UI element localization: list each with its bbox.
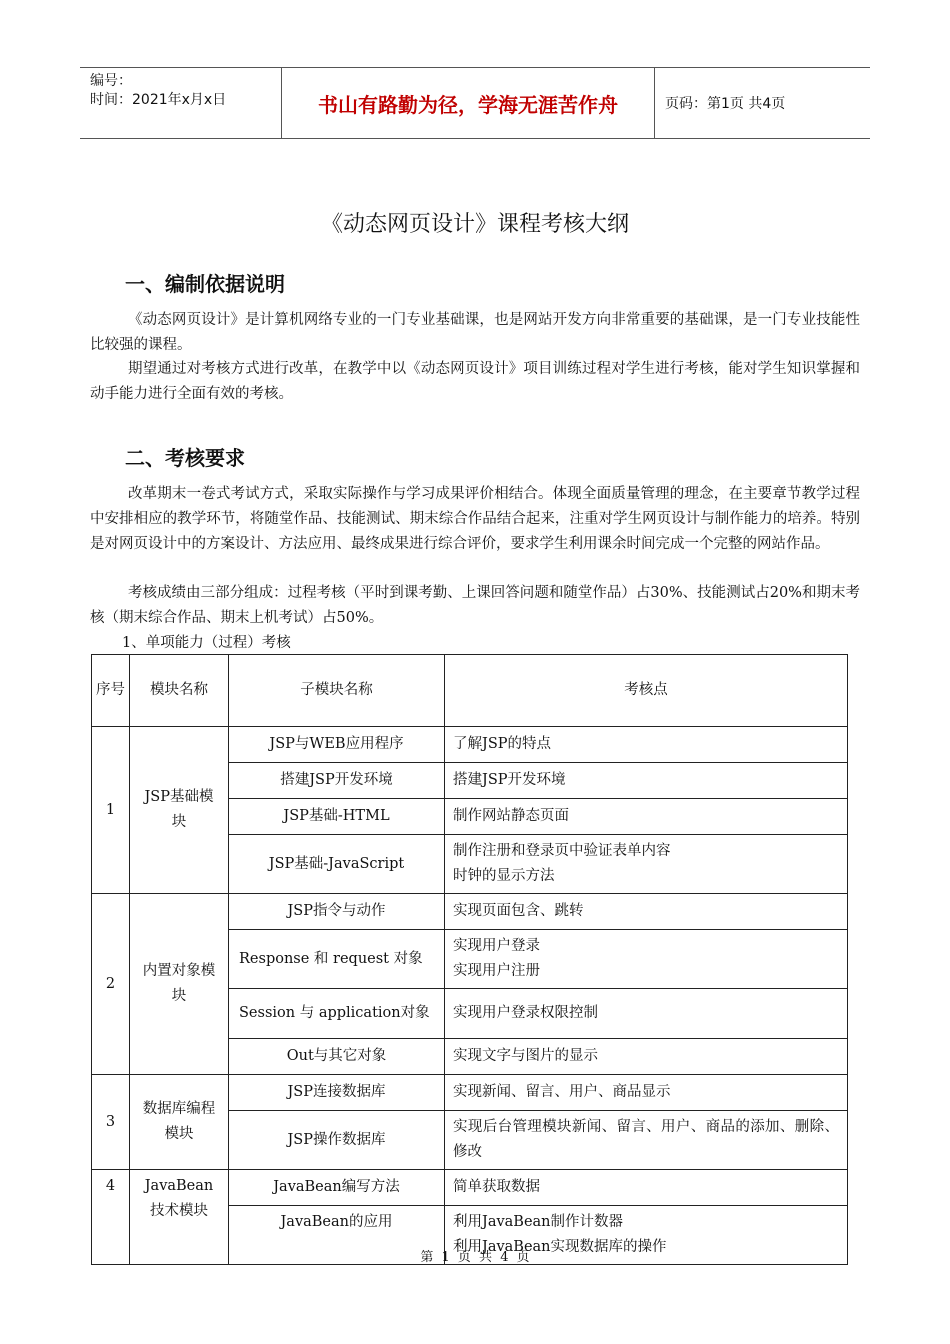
point-line: 利用JavaBean制作计数器	[453, 1214, 624, 1230]
header-no-text: 序号	[96, 682, 125, 698]
page-footer: 第 1 页 共 4 页	[420, 1250, 530, 1265]
points-cell: 实现新闻、留言、用户、商品显示	[445, 1075, 848, 1111]
group-module: 内置对象模块	[130, 894, 229, 1075]
points-cell: 实现文字与图片的显示	[445, 1039, 848, 1075]
group-module: JavaBean技术模块	[130, 1170, 229, 1265]
points-cell: 了解JSP的特点	[445, 727, 848, 763]
submodule-cell: JavaBean编写方法	[229, 1170, 445, 1206]
submodule-cell: Out与其它对象	[229, 1039, 445, 1075]
submodule-cell: Response 和 request 对象	[229, 930, 445, 989]
points-cell	[445, 930, 848, 989]
point-line: 时钟的显示方法	[453, 868, 555, 884]
group-no: 2	[92, 894, 130, 1075]
points-cell	[445, 835, 848, 894]
point-line: 利用JavaBean实现数据库的操作	[453, 1239, 667, 1255]
header-submodule: 子模块名称	[229, 655, 445, 727]
assessment-table	[91, 654, 848, 1265]
submodule-cell: JSP与WEB应用程序	[229, 727, 445, 763]
table-row	[92, 894, 848, 930]
points-cell: 制作网站静态页面	[445, 799, 848, 835]
points-cell: 实现页面包含、跳转	[445, 894, 848, 930]
submodule-cell: JSP指令与动作	[229, 894, 445, 930]
section2-subheading: 1、单项能力（过程）考核	[122, 635, 291, 651]
submodule-cell: JavaBean的应用	[229, 1206, 445, 1265]
submodule-cell: JSP连接数据库	[229, 1075, 445, 1111]
points-cell: 实现后台管理模块新闻、留言、用户、商品的添加、删除、修改	[445, 1111, 848, 1170]
group-module: 数据库编程模块	[130, 1075, 229, 1170]
header-no	[92, 655, 130, 727]
group-no: 1	[92, 727, 130, 894]
submodule-cell: JSP基础-HTML	[229, 799, 445, 835]
section1-heading: 一、编制依据说明	[125, 272, 285, 296]
header-meta	[80, 68, 282, 138]
header-module: 模块名称	[130, 655, 229, 727]
section2-heading: 二、考核要求	[125, 446, 245, 470]
submodule-cell: JSP操作数据库	[229, 1111, 445, 1170]
document-title: 《动态网页设计》课程考核大纲	[320, 212, 629, 237]
group-no: 3	[92, 1075, 130, 1170]
document-header	[80, 67, 870, 139]
section1-paragraph-2: 期望通过对考核方式进行改革，在教学中以《动态网页设计》项目训练过程对学生进行考核，能对学生知识掌握和动手能力进行全面有效的考核。	[90, 361, 860, 402]
table-row	[92, 1170, 848, 1206]
section2-paragraph-2: 考核成绩由三部分组成：过程考核（平时到课考勤、上课回答问题和随堂作品）占30%、技能测试占20%和期末考核（期末综合作品、期末上机考试）占50%。	[90, 585, 860, 626]
submodule-cell: Session 与 application对象	[229, 989, 445, 1039]
group-no: 4	[92, 1170, 130, 1265]
submodule-cell: 搭建JSP开发环境	[229, 763, 445, 799]
table-row	[92, 727, 848, 763]
section2-paragraph-1: 改革期末一卷式考试方式，采取实际操作与学习成果评价相结合。体现全面质量管理的理念，在主要章节教学过程中安排相应的教学环节，将随堂作品、技能测试、期末综合作品结合起来，注重对学生网页设计与制作能力的培养。特别是对网页设计中的方案设计、方法应用、最终成果进行综合评价，要求学生利用课余时间完成一个完整的网站作品。	[90, 486, 860, 552]
header-page-info: 页码：第1页 共4页	[665, 96, 786, 112]
points-cell: 简单获取数据	[445, 1170, 848, 1206]
points-cell: 实现用户登录权限控制	[445, 989, 848, 1039]
table-header-row	[92, 655, 848, 727]
section1-paragraph-1: 《动态网页设计》是计算机网络专业的一门专业基础课，也是网站开发方向非常重要的基础课，是一门专业技能性比较强的课程。	[90, 312, 860, 353]
header-motto: 书山有路勤为径，学海无涯苦作舟	[282, 68, 655, 138]
points-cell: 搭建JSP开发环境	[445, 763, 848, 799]
table-row	[92, 1075, 848, 1111]
point-line: 制作注册和登录页中验证表单内容	[453, 843, 671, 859]
time-label: 时间：2021年x月x日	[90, 92, 227, 108]
number-label: 编号：	[90, 73, 132, 89]
submodule-cell: JSP基础-JavaScript	[229, 835, 445, 894]
group-module: JSP基础模块	[130, 727, 229, 894]
point-line: 实现用户登录	[453, 938, 540, 954]
header-points: 考核点	[445, 655, 848, 727]
point-line: 实现用户注册	[453, 963, 540, 979]
